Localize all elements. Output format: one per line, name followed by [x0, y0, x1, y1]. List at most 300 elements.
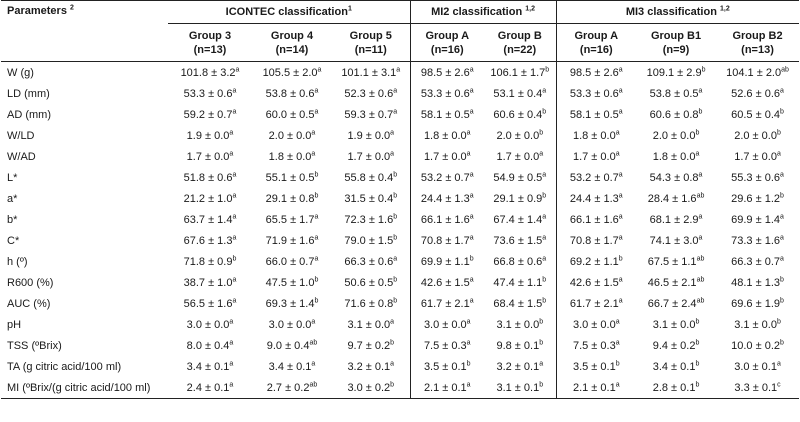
value-cell [332, 377, 410, 399]
value-cell [252, 230, 332, 251]
mean-sd-value: 66.3 ± 0.7 [731, 255, 780, 268]
significance-letter: a [232, 86, 237, 94]
significance-letter: a [232, 275, 237, 283]
mean-sd-value: 65.5 ± 1.7 [265, 213, 315, 226]
value-cell [410, 62, 484, 84]
value-cell [716, 272, 799, 293]
significance-letter: a [232, 233, 237, 241]
significance-letter: b [695, 359, 700, 367]
value-cell [168, 230, 252, 251]
mean-sd-value: 68.4 ± 1.5 [493, 297, 543, 310]
mean-sd-value: 3.0 ± 0.2 [347, 381, 391, 394]
mean-sd-value: 60.6 ± 0.4 [493, 108, 543, 121]
value-cell [410, 377, 484, 399]
significance-letter: b [776, 128, 781, 136]
mean-sd-value: 53.8 ± 0.5 [649, 87, 699, 100]
value-cell [252, 251, 332, 272]
value-cell [168, 377, 252, 399]
value-cell [636, 251, 716, 272]
value-cell [716, 335, 799, 356]
table-row [1, 335, 799, 356]
significance-letter: b [780, 191, 784, 199]
value-cell [636, 188, 716, 209]
significance-letter: a [393, 86, 398, 94]
value-cell [636, 356, 716, 377]
mean-sd-value: 98.5 ± 2.6 [420, 66, 470, 79]
table-row [1, 146, 799, 167]
mean-sd-value: 53.3 ± 0.6 [420, 87, 470, 100]
significance-letter: a [232, 191, 237, 199]
value-cell [168, 356, 252, 377]
mean-sd-value: 1.8 ± 0.0 [652, 150, 696, 163]
mean-sd-value: 46.5 ± 2.1 [647, 276, 697, 289]
mean-sd-value: 47.4 ± 1.1 [493, 276, 543, 289]
value-cell [168, 272, 252, 293]
value-cell [168, 251, 252, 272]
parameter-label: C* [7, 234, 20, 247]
value-cell [484, 293, 556, 314]
mean-sd-value: 101.1 ± 3.1 [341, 66, 397, 79]
value-cell [252, 377, 332, 399]
value-cell [716, 377, 799, 399]
mean-sd-value: 1.7 ± 0.0 [186, 150, 230, 163]
mean-sd-value: 54.9 ± 0.5 [493, 171, 543, 184]
value-cell [716, 251, 799, 272]
mean-sd-value: 66.8 ± 0.6 [493, 255, 543, 268]
significance-letter: b [393, 296, 398, 304]
significance-letter: a [229, 317, 234, 325]
significance-letter: b [780, 296, 784, 304]
mean-sd-value: 1.7 ± 0.0 [496, 150, 540, 163]
value-cell [556, 335, 636, 356]
value-cell [636, 293, 716, 314]
value-cell [716, 230, 799, 251]
value-cell [636, 167, 716, 188]
significance-letter: b [542, 107, 547, 115]
value-cell [636, 83, 716, 104]
significance-letter: a [469, 170, 474, 178]
value-cell [332, 272, 410, 293]
value-cell [556, 314, 636, 335]
value-cell [484, 272, 556, 293]
significance-letter: a [618, 191, 623, 199]
mean-sd-value: 3.4 ± 0.1 [186, 360, 230, 373]
significance-letter: b [393, 212, 398, 220]
value-cell [332, 125, 410, 146]
significance-letter: a [232, 212, 237, 220]
mean-sd-value: 3.5 ± 0.1 [572, 360, 616, 373]
mean-sd-value: 56.5 ± 1.6 [183, 297, 233, 310]
value-cell [484, 251, 556, 272]
mean-sd-value: 2.8 ± 0.1 [652, 381, 696, 394]
mean-sd-value: 104.1 ± 2.0 [726, 66, 782, 79]
significance-letter: a [618, 86, 623, 94]
significance-letter: a [469, 65, 474, 73]
significance-letter: a [229, 338, 234, 346]
mean-sd-value: 3.5 ± 0.1 [423, 360, 467, 373]
significance-letter: a [232, 296, 237, 304]
parameter-label: pH [7, 318, 22, 331]
table-row [1, 377, 799, 399]
mean-sd-value: 3.1 ± 0.0 [496, 318, 540, 331]
value-cell [556, 125, 636, 146]
mean-sd-value: 52.3 ± 0.6 [344, 87, 394, 100]
column-group-name: Group B [497, 29, 542, 42]
mean-sd-value: 3.0 ± 0.0 [423, 318, 467, 331]
parameter-label: b* [7, 213, 18, 226]
mean-sd-value: 2.0 ± 0.0 [652, 129, 696, 142]
mean-sd-value: 109.1 ± 2.9 [646, 66, 702, 79]
value-cell [556, 230, 636, 251]
significance-letter: a [466, 338, 471, 346]
value-cell [636, 104, 716, 125]
table-row [1, 272, 799, 293]
mean-sd-value: 2.0 ± 0.0 [268, 129, 312, 142]
mean-sd-value: 29.1 ± 0.9 [493, 192, 543, 205]
value-cell [484, 335, 556, 356]
value-cell [716, 188, 799, 209]
significance-letter: b [314, 296, 319, 304]
significance-letter: a [229, 380, 234, 388]
significance-letter: a [466, 128, 471, 136]
significance-letter: a [466, 317, 471, 325]
mean-sd-value: 42.6 ± 1.5 [569, 276, 619, 289]
value-cell [410, 314, 484, 335]
significance-letter: b [542, 275, 547, 283]
mean-sd-value: 2.4 ± 0.1 [186, 381, 230, 394]
value-cell [410, 146, 484, 167]
mean-sd-value: 3.4 ± 0.1 [268, 360, 312, 373]
significance-letter: a [314, 254, 319, 262]
mean-sd-value: 1.7 ± 0.0 [734, 150, 777, 163]
significance-letter: b [542, 191, 547, 199]
mean-sd-value: 3.4 ± 0.1 [652, 360, 696, 373]
value-cell [410, 251, 484, 272]
mean-sd-value: 3.0 ± 0.1 [734, 360, 777, 373]
value-cell [410, 356, 484, 377]
mean-sd-value: 55.8 ± 0.4 [344, 171, 394, 184]
value-cell [556, 272, 636, 293]
significance-letter: a [390, 128, 395, 136]
significance-letter: b [393, 170, 398, 178]
value-cell [556, 377, 636, 399]
significance-letter: a [469, 212, 474, 220]
significance-letter: a [618, 233, 623, 241]
mean-sd-value: 3.2 ± 0.1 [347, 360, 391, 373]
value-cell [716, 293, 799, 314]
mean-sd-value: 7.5 ± 0.3 [572, 339, 616, 352]
value-cell [484, 167, 556, 188]
mean-sd-value: 60.5 ± 0.4 [731, 108, 780, 121]
significance-letter: a [317, 65, 322, 73]
significance-letter: a [469, 233, 474, 241]
value-cell [252, 125, 332, 146]
value-cell [410, 83, 484, 104]
value-cell [168, 209, 252, 230]
significance-letter: b [390, 380, 395, 388]
significance-letter: a [698, 86, 703, 94]
significance-letter: a [542, 233, 547, 241]
significance-letter: a [393, 254, 398, 262]
table-row [1, 125, 799, 146]
significance-letter: a [615, 380, 620, 388]
mean-sd-value: 73.6 ± 1.5 [493, 234, 543, 247]
significance-letter: a [314, 233, 319, 241]
mean-sd-value: 74.1 ± 3.0 [649, 234, 699, 247]
mean-sd-value: 28.4 ± 1.6 [647, 192, 697, 205]
value-cell [332, 314, 410, 335]
parameter-label: LD (mm) [7, 87, 50, 100]
mean-sd-value: 58.1 ± 0.5 [420, 108, 470, 121]
mean-sd-value: 1.8 ± 0.0 [423, 129, 467, 142]
mean-sd-value: 70.8 ± 1.7 [569, 234, 619, 247]
mean-sd-value: 101.8 ± 3.2 [180, 66, 236, 79]
significance-letter: a [466, 149, 471, 157]
mean-sd-value: 73.3 ± 1.6 [731, 234, 780, 247]
column-group-name: Group 3 [188, 29, 232, 42]
significance-letter: b [232, 254, 237, 262]
column-header [716, 24, 799, 62]
mean-sd-value: 59.2 ± 0.7 [183, 108, 233, 121]
value-cell [484, 314, 556, 335]
value-cell [484, 230, 556, 251]
value-cell [716, 209, 799, 230]
significance-letter: b [539, 380, 544, 388]
value-cell [484, 62, 556, 84]
column-group-name: Group B2 [732, 29, 783, 42]
significance-letter: a [390, 317, 395, 325]
significance-letter: b [393, 233, 398, 241]
mean-sd-value: 48.1 ± 1.3 [731, 276, 780, 289]
significance-letter: b [780, 275, 784, 283]
column-sample-size: (n=22) [503, 43, 537, 56]
significance-letter: a [618, 212, 623, 220]
mi3-classification-header: MI3 classification $^{1,2}$ [556, 1, 799, 24]
table-row [1, 230, 799, 251]
column-sample-size: (n=11) [354, 43, 387, 56]
value-cell [332, 293, 410, 314]
mean-sd-value: 53.8 ± 0.6 [265, 87, 315, 100]
significance-letter: a [780, 233, 784, 241]
column-sample-size: (n=13) [193, 43, 227, 56]
significance-letter: ab [696, 275, 705, 283]
column-sample-size: (n=14) [275, 43, 309, 56]
mean-sd-value: 50.6 ± 0.5 [344, 276, 394, 289]
value-cell [168, 335, 252, 356]
mean-sd-value: 70.8 ± 1.7 [420, 234, 470, 247]
mean-sd-value: 9.7 ± 0.2 [347, 339, 391, 352]
mean-sd-value: 3.1 ± 0.0 [734, 318, 777, 331]
mean-sd-value: 2.0 ± 0.0 [734, 129, 777, 142]
value-cell [332, 104, 410, 125]
mean-sd-value: 1.8 ± 0.0 [268, 150, 312, 163]
value-cell [252, 209, 332, 230]
mean-sd-value: 69.3 ± 1.4 [265, 297, 315, 310]
significance-letter: a [232, 170, 237, 178]
column-group-name: Group A [425, 29, 470, 42]
mean-sd-value: 66.7 ± 2.4 [647, 297, 697, 310]
significance-letter: b [615, 359, 620, 367]
significance-letter: b [393, 191, 398, 199]
value-cell [484, 188, 556, 209]
value-cell [168, 104, 252, 125]
significance-letter: a [229, 359, 234, 367]
mean-sd-value: 53.2 ± 0.7 [569, 171, 619, 184]
significance-letter: a [232, 107, 237, 115]
mean-sd-value: 71.6 ± 0.8 [344, 297, 394, 310]
mean-sd-value: 66.3 ± 0.6 [344, 255, 394, 268]
significance-letter: b [539, 317, 544, 325]
mean-sd-value: 105.5 ± 2.0 [262, 66, 318, 79]
significance-letter: ab [781, 65, 789, 73]
value-cell [252, 314, 332, 335]
significance-letter: ab [696, 191, 705, 199]
value-cell [168, 83, 252, 104]
value-cell [252, 104, 332, 125]
mean-sd-value: 106.1 ± 1.7 [490, 66, 546, 79]
parameter-label: AD (mm) [7, 108, 51, 121]
value-cell [484, 125, 556, 146]
significance-letter: b [776, 317, 781, 325]
column-header [484, 24, 556, 62]
value-cell [716, 125, 799, 146]
mean-sd-value: 42.6 ± 1.5 [420, 276, 470, 289]
value-cell [484, 83, 556, 104]
significance-letter: b [539, 128, 544, 136]
mean-sd-value: 3.3 ± 0.1 [734, 381, 778, 394]
value-cell [332, 146, 410, 167]
significance-letter: ab [696, 296, 705, 304]
mean-sd-value: 51.8 ± 0.6 [183, 171, 233, 184]
value-cell [556, 356, 636, 377]
significance-letter: a [618, 170, 623, 178]
significance-letter: a [469, 86, 474, 94]
significance-letter: a [314, 212, 319, 220]
value-cell [252, 335, 332, 356]
significance-letter: a [390, 149, 395, 157]
significance-letter: a [469, 191, 474, 199]
value-cell [716, 314, 799, 335]
value-cell [716, 146, 799, 167]
value-cell [252, 293, 332, 314]
mean-sd-value: 98.5 ± 2.6 [569, 66, 619, 79]
column-header [410, 24, 484, 62]
value-cell [410, 209, 484, 230]
significance-letter: a [618, 107, 623, 115]
significance-letter: a [311, 128, 316, 136]
value-cell [556, 62, 636, 84]
significance-letter: a [542, 86, 547, 94]
significance-letter: a [469, 107, 474, 115]
mean-sd-value: 29.6 ± 1.2 [731, 192, 780, 205]
mean-sd-value: 1.7 ± 0.0 [572, 150, 616, 163]
significance-letter: a [542, 254, 547, 262]
significance-letter: a [615, 338, 620, 346]
significance-letter: a [311, 359, 316, 367]
mean-sd-value: 29.1 ± 0.8 [265, 192, 315, 205]
mean-sd-value: 47.5 ± 1.0 [265, 276, 315, 289]
table-row [1, 314, 799, 335]
value-cell [716, 104, 799, 125]
mean-sd-value: 71.8 ± 0.9 [183, 255, 233, 268]
significance-letter: a [780, 254, 784, 262]
value-cell [410, 230, 484, 251]
significance-letter: b [695, 317, 700, 325]
parameter-label: W (g) [7, 66, 34, 79]
mean-sd-value: 2.1 ± 0.1 [572, 381, 616, 394]
parameter-label: R600 (%) [7, 276, 54, 289]
mean-sd-value: 60.0 ± 0.5 [265, 108, 315, 121]
value-cell [410, 167, 484, 188]
value-cell [252, 62, 332, 84]
significance-letter: a [698, 170, 703, 178]
significance-letter: b [314, 275, 319, 283]
value-cell [252, 146, 332, 167]
value-cell [332, 83, 410, 104]
value-cell [636, 209, 716, 230]
table-row [1, 356, 799, 377]
value-cell [168, 146, 252, 167]
table-row [1, 293, 799, 314]
value-cell [252, 272, 332, 293]
mean-sd-value: 21.2 ± 1.0 [183, 192, 233, 205]
significance-letter: b [695, 380, 700, 388]
significance-letter: b [314, 170, 319, 178]
value-cell [636, 335, 716, 356]
column-header [332, 24, 410, 62]
column-sample-size: (n=13) [741, 43, 774, 56]
mean-sd-value: 59.3 ± 0.7 [344, 108, 394, 121]
mean-sd-value: 58.1 ± 0.5 [569, 108, 619, 121]
column-group-name: Group 4 [270, 29, 314, 42]
mean-sd-value: 69.2 ± 1.1 [569, 255, 619, 268]
value-cell [636, 377, 716, 399]
significance-letter: a [615, 317, 620, 325]
table-row [1, 188, 799, 209]
significance-letter: a [698, 212, 703, 220]
value-cell [716, 167, 799, 188]
significance-letter: a [618, 296, 623, 304]
column-header [556, 24, 636, 62]
table-row [1, 209, 799, 230]
mean-sd-value: 72.3 ± 1.6 [344, 213, 394, 226]
mean-sd-value: 9.8 ± 0.1 [496, 339, 540, 352]
value-cell [332, 230, 410, 251]
mean-sd-value: 24.4 ± 1.3 [569, 192, 619, 205]
mean-sd-value: 24.4 ± 1.3 [420, 192, 470, 205]
mean-sd-value: 69.9 ± 1.1 [420, 255, 470, 268]
significance-letter: a [618, 65, 623, 73]
significance-letter: a [311, 317, 316, 325]
significance-letter: b [542, 296, 547, 304]
mean-sd-value: 66.1 ± 1.6 [420, 213, 470, 226]
parameter-label: L* [7, 171, 18, 184]
column-header [636, 24, 716, 62]
column-sample-size: (n=16) [579, 43, 613, 56]
significance-letter: a [542, 170, 547, 178]
significance-letter: a [390, 359, 395, 367]
mean-sd-value: 67.4 ± 1.4 [493, 213, 543, 226]
value-cell [410, 335, 484, 356]
significance-letter: a [314, 86, 319, 94]
mean-sd-value: 55.3 ± 0.6 [731, 171, 780, 184]
mean-sd-value: 66.1 ± 1.6 [569, 213, 619, 226]
parameter-label: a* [7, 192, 18, 205]
value-cell [332, 188, 410, 209]
significance-letter: a [539, 149, 544, 157]
value-cell [252, 356, 332, 377]
parameter-label: TA (g citric acid/100 ml) [7, 360, 122, 373]
